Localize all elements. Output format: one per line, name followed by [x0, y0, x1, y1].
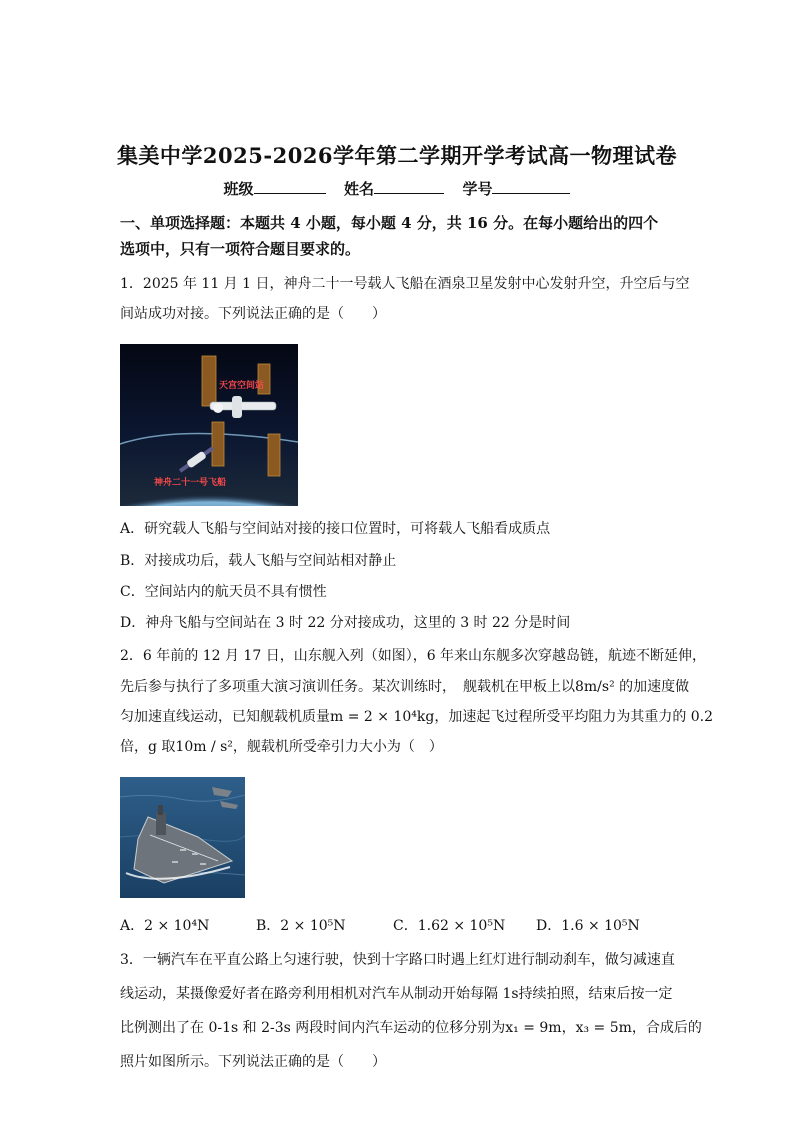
q3-stem-line3: 比例测出了在 0-1s 和 2-3s 两段时间内汽车运动的位移分别为x₁ = 9m，x₃ = 5m，合成后的 — [120, 1020, 702, 1036]
station-label: 天宫空间站 — [219, 381, 265, 391]
q2-option-b[interactable]: B．2 × 10⁵N — [256, 918, 346, 934]
id-label: 学号 — [462, 180, 493, 198]
class-label: 班级 — [223, 180, 254, 198]
q3-stem-line1: 3．一辆汽车在平直公路上匀速行驶，快到十字路口时遇上红灯进行制动刹车，做匀减速直 — [120, 952, 675, 968]
q1-option-d[interactable]: D．神舟飞船与空间站在 3 时 22 分对接成功，这里的 3 时 22 分是时间 — [120, 615, 571, 631]
class-blank[interactable] — [254, 179, 326, 194]
q1-option-c[interactable]: C．空间站内的航天员不具有惯性 — [120, 584, 327, 600]
q2-stem-line2: 先后参与执行了多项重大演习演训任务。某次训练时， 舰载机在甲板上以8m/s² 的加速度做 — [120, 679, 690, 695]
q3-stem-line2: 线运动，某摄像爱好者在路旁利用相机对汽车从制动开始每隔 1s持续拍照，结束后按一定 — [120, 986, 673, 1002]
q2-stem-line4: 倍，g 取10m / s²，舰载机所受牵引力大小为（ ） — [120, 739, 443, 755]
q1-stem-line1: 1．2025 年 11 月 1 日，神舟二十一号载人飞船在酒泉卫星发射中心发射升空，升空后与空 — [120, 276, 690, 292]
section-heading-line1: 一、单项选择题：本题共 4 小题，每小题 4 分，共 16 分。在每小题给出的四个 — [120, 214, 659, 232]
q3-stem-line4: 照片如图所示。下列说法正确的是（ ） — [120, 1054, 386, 1070]
section-heading-line2: 选项中，只有一项符合题目要求的。 — [120, 240, 361, 258]
name-blank[interactable] — [374, 179, 444, 194]
space-station-image — [120, 344, 298, 506]
q1-option-b[interactable]: B．对接成功后，载人飞船与空间站相对静止 — [120, 553, 397, 569]
id-blank[interactable] — [492, 179, 570, 194]
q2-stem-line1: 2．6 年前的 12 月 17 日，山东舰入列（如图），6 年来山东舰多次穿越岛链，航迹不断延伸， — [120, 648, 707, 664]
q2-stem-line3: 匀加速直线运动，已知舰载机质量m = 2 × 10⁴kg，加速起飞过程所受平均阻力为其重力的 0.2 — [120, 709, 714, 725]
ship-label: 神舟二十一号飞船 — [154, 478, 227, 488]
aircraft-carrier-image — [120, 777, 245, 898]
q2-option-d[interactable]: D．1.6 × 10⁵N — [536, 918, 640, 934]
q1-option-a[interactable]: A．研究载人飞船与空间站对接的接口位置时，可将载人飞船看成质点 — [120, 521, 551, 537]
page-title: 集美中学2025-2026学年第二学期开学考试高一物理试卷 — [116, 143, 678, 168]
q1-stem-line2: 间站成功对接。下列说法正确的是（ ） — [120, 306, 386, 322]
student-info-line — [0, 178, 794, 199]
name-label: 姓名 — [343, 180, 374, 198]
q2-option-c[interactable]: C．1.62 × 10⁵N — [393, 918, 506, 934]
q2-option-a[interactable]: A．2 × 10⁴N — [120, 918, 210, 934]
